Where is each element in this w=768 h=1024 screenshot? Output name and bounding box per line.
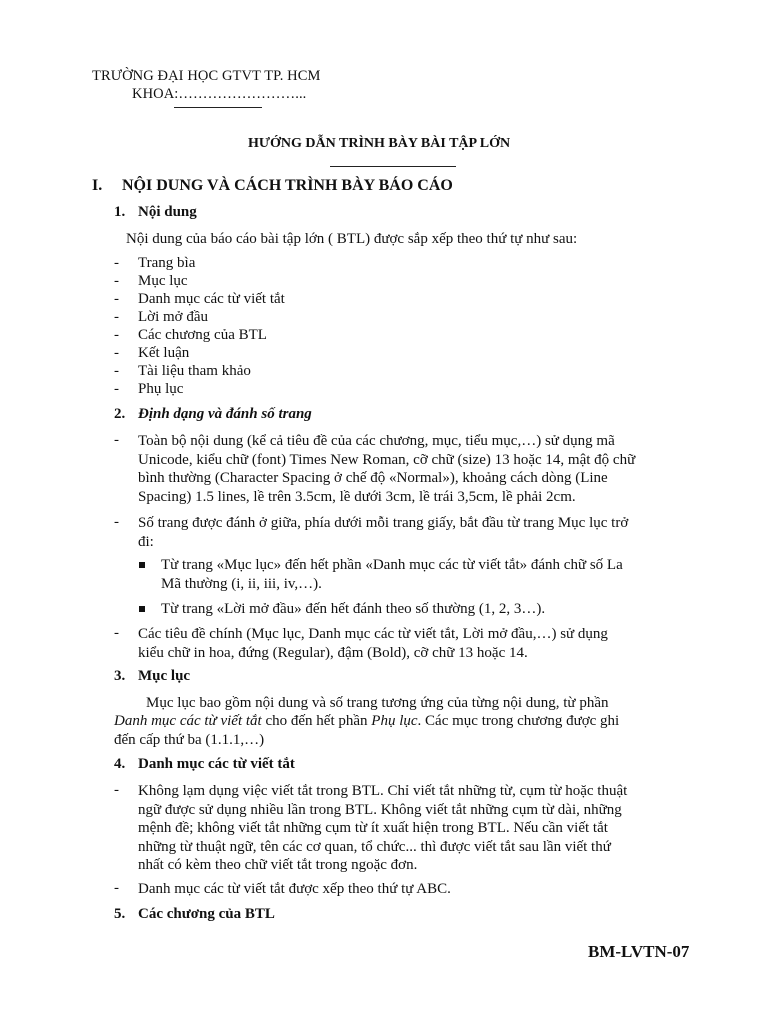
bullet-dash: - — [114, 432, 119, 448]
abbreviation-order-line: Danh mục các từ viết tắt được xếp theo thứ tự ABC. — [138, 881, 451, 897]
text-line: Từ trang «Mục lục» đến hết phần «Danh mục các từ viết tắt» đánh chữ số La — [161, 557, 623, 573]
subsection-1-number: 1. — [114, 204, 126, 220]
text-line: Không lạm dụng việc viết tắt trong BTL. Chỉ viết tắt những từ, cụm từ hoặc thuật — [138, 783, 628, 799]
text-line: Unicode, kiểu chữ (font) Times New Roman, cỡ chữ (size) 13 hoặc 14, mật độ chữ — [138, 451, 636, 468]
text-line: đi: — [138, 533, 154, 550]
text-span: . Các mục trong chương được ghi — [417, 713, 620, 729]
subsection-4-number: 4. — [114, 756, 126, 772]
list-dash: - — [114, 345, 119, 361]
text-line: kiểu chữ in hoa, đứng (Regular), đậm (Bold), cỡ chữ 13 hoặc 14. — [138, 644, 528, 661]
document-title: HƯỚNG DẪN TRÌNH BÀY BÀI TẬP LỚN — [248, 136, 511, 151]
faculty-line: KHOA:……………………... — [132, 86, 307, 102]
text-line: Toàn bộ nội dung (kể cả tiêu đề của các chương, mục, tiểu mục,…) sử dụng mã — [138, 433, 615, 449]
bullet-dash: - — [114, 880, 119, 896]
square-bullet-icon — [139, 562, 145, 568]
list-dash: - — [114, 309, 119, 325]
list-dash: - — [114, 363, 119, 379]
text-line: Mã thường (i, ii, iii, iv,…). — [161, 575, 322, 592]
list-item: Tài liệu tham khảo — [138, 363, 251, 379]
headings-style-paragraph — [138, 625, 694, 662]
text-line: mệnh đề; không viết tắt những cụm từ ít xuất hiện trong BTL. Nếu cần viết tắt — [138, 820, 608, 836]
toc-line-2 — [114, 712, 619, 731]
title-underline — [330, 166, 456, 167]
form-code: BM-LVTN-07 — [588, 942, 690, 961]
list-item: Danh mục các từ viết tắt — [138, 291, 285, 307]
subsection-2-heading: Định dạng và đánh số trang — [138, 406, 312, 422]
format-paragraph — [138, 432, 694, 506]
bullet-dash: - — [114, 514, 119, 530]
roman-numbering-paragraph — [161, 556, 694, 593]
list-item: Kết luận — [138, 345, 190, 361]
content-intro: Nội dung của báo cáo bài tập lớn ( BTL) được sắp xếp theo thứ tự như sau: — [126, 231, 578, 247]
toc-line-1: Mục lục bao gồm nội dung và số trang tương ứng của từng nội dung, từ phần — [146, 695, 609, 711]
list-item: Phụ lục — [138, 381, 184, 397]
text-line: Số trang được đánh ở giữa, phía dưới mỗi trang giấy, bắt đầu từ trang Mục lục trở — [138, 515, 629, 531]
list-dash: - — [114, 327, 119, 343]
page-number-paragraph — [138, 514, 694, 551]
bullet-dash: - — [114, 625, 119, 641]
subsection-5-heading: Các chương của BTL — [138, 906, 275, 922]
text-line: Các tiêu đề chính (Mục lục, Danh mục các từ viết tắt, Lời mở đầu,…) sử dụng — [138, 626, 608, 642]
subsection-5-number: 5. — [114, 906, 126, 922]
list-item: Các chương của BTL — [138, 327, 267, 343]
section-heading: NỘI DUNG VÀ CÁCH TRÌNH BÀY BÁO CÁO — [122, 177, 453, 194]
list-dash: - — [114, 291, 119, 307]
list-dash: - — [114, 255, 119, 271]
section-number: I. — [92, 177, 103, 194]
list-item: Lời mở đầu — [138, 309, 209, 325]
school-name: TRƯỜNG ĐẠI HỌC GTVT TP. HCM — [92, 68, 321, 84]
toc-line-3: đến cấp thứ ba (1.1.1,…) — [114, 732, 265, 748]
text-line: những từ thuật ngữ, tên các cơ quan, tổ chức... thì được viết tắt sau lần viết thứ — [138, 838, 611, 855]
subsection-3-number: 3. — [114, 668, 126, 684]
text-line: Spacing) 1.5 lines, lề trên 3.5cm, lề dưới 3cm, lề trái 3,5cm, lề phải 2cm. — [138, 488, 576, 505]
square-bullet-icon — [139, 606, 145, 612]
list-item: Trang bìa — [138, 255, 196, 271]
subsection-2-number: 2. — [114, 406, 126, 422]
italic-term: Phụ lục — [371, 713, 418, 729]
list-dash: - — [114, 273, 119, 289]
subsection-1-heading: Nội dung — [138, 204, 197, 220]
subsection-4-heading: Danh mục các từ viết tắt — [138, 756, 295, 772]
bullet-dash: - — [114, 782, 119, 798]
abbreviation-paragraph — [138, 782, 694, 875]
arabic-numbering-line: Từ trang «Lời mở đầu» đến hết đánh theo số thường (1, 2, 3…). — [161, 601, 546, 617]
text-span: cho đến hết phần — [261, 713, 372, 729]
list-dash: - — [114, 381, 119, 397]
text-line: nhất có kèm theo chữ viết tắt trong ngoặc đơn. — [138, 857, 418, 873]
italic-term: Danh mục các từ viết tắt — [114, 713, 262, 729]
text-line: ngữ được sử dụng nhiều lần trong BTL. Không viết tắt những cụm từ dài, những — [138, 801, 622, 818]
subsection-3-heading: Mục lục — [138, 668, 191, 684]
header-underline — [174, 107, 262, 108]
text-line: bình thường (Character Spacing ở chế độ «Normal»), khoảng cách dòng (Line — [138, 470, 608, 486]
list-item: Mục lục — [138, 273, 188, 289]
